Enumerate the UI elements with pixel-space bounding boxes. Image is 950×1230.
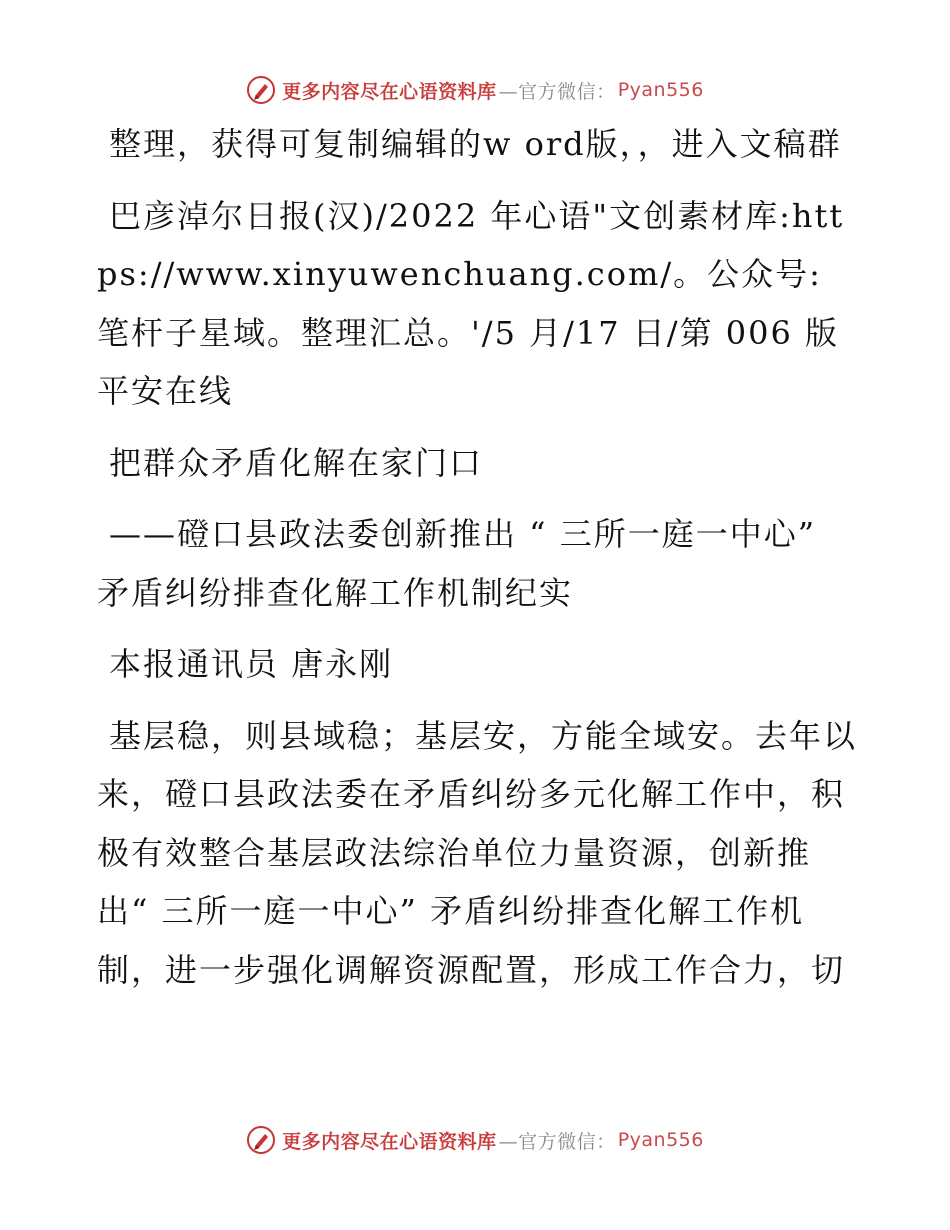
footer-watermark	[0, 1120, 950, 1160]
article-body-paragraph: 基层稳，则县域稳；基层安，方能全域安。去年以来，磴口县政法委在矛盾纠纷多元化解工作中，积极有效整合基层政法综治单位力量资源，创新推出“ 三所一庭一中心” 矛盾纠纷排查化解工作机制，进一步强化调解资源配置，形成工作合力，切	[97, 716, 858, 989]
paragraph-source: 巴彦淖尔日报(汉)/2022 年心语"文创素材库:https://www.xinyuwenchuang.com/。公众号: 笔杆子星域。整理汇总。'/5 月/17 日/第 006 版平安在线	[97, 196, 845, 410]
pen-logo-icon	[246, 75, 276, 105]
article-byline: 本报通讯员 唐永刚	[109, 645, 394, 683]
watermark-handle: Pyan556	[617, 79, 704, 101]
watermark-handle: Pyan556	[617, 1129, 704, 1151]
article-title: 把群众矛盾化解在家门口	[109, 443, 484, 482]
header-watermark	[0, 70, 950, 110]
article-subtitle: ——磴口县政法委创新推出 “ 三所一庭一中心” 矛盾纠纷排查化解工作机制纪实	[97, 515, 817, 612]
watermark-main-text: 更多内容尽在心语资料库	[282, 1130, 497, 1153]
pen-logo-icon	[246, 1125, 276, 1155]
paragraph-intro: 整理，获得可复制编辑的w ord版，，进入文稿群	[109, 125, 842, 163]
watermark-sub-text: —官方微信：	[498, 80, 616, 103]
watermark-main-text: 更多内容尽在心语资料库	[282, 80, 497, 103]
document-body	[97, 115, 857, 1012]
watermark-sub-text: —官方微信：	[498, 1130, 616, 1153]
